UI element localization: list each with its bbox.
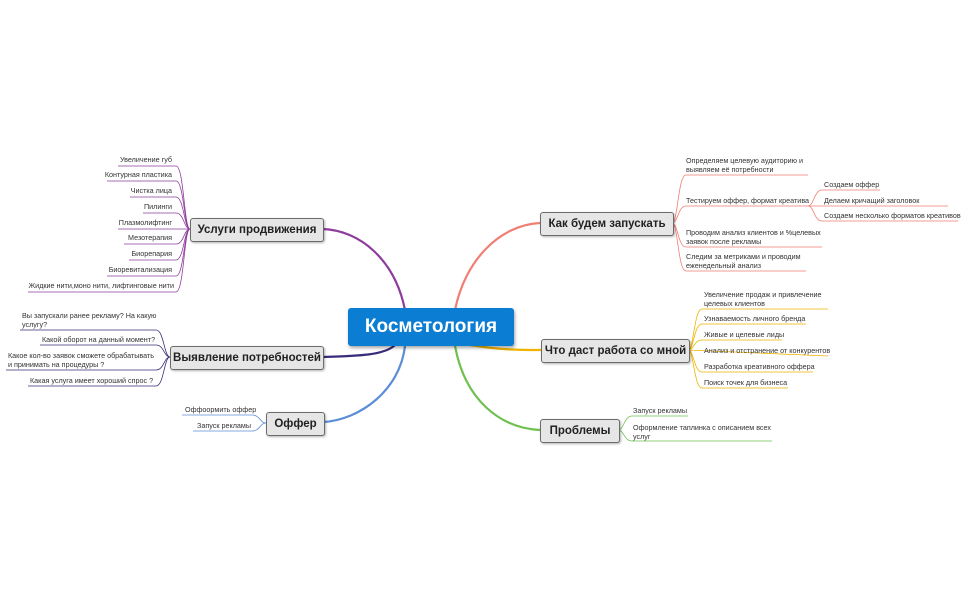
offer-item[interactable]: Запуск рекламы — [197, 421, 251, 430]
services-item[interactable]: Пилинги — [144, 202, 172, 211]
launch-item[interactable]: Тестируем оффер, формат креатива — [686, 196, 810, 205]
needs-item[interactable]: Какое кол-во заявок сможете обрабатывать и принимать на процедуры ? — [8, 351, 155, 369]
services-item[interactable]: Жидкие нити,моно нити, лифтинговые нити — [28, 281, 174, 290]
results-item[interactable]: Поиск точек для бизнеса — [704, 378, 788, 387]
needs-item[interactable]: Какая услуга имеет хороший спрос ? — [30, 376, 154, 385]
services-item[interactable]: Чистка лица — [130, 186, 172, 195]
needs-item[interactable]: Какой оборот на данный момент? — [42, 335, 156, 344]
results-item[interactable]: Анализ и отстранение от конкурентов — [704, 346, 831, 355]
launch-item[interactable]: Определяем целевую аудиторию и выявляем её потребности — [686, 156, 804, 174]
results-item[interactable]: Увеличение продаж и привлечение целевых клиентов — [704, 290, 822, 308]
launch-subitem[interactable]: Делаем кричащий заголовок — [824, 196, 920, 205]
launch-item[interactable]: Проводим анализ клиентов и %целевых заявок после рекламы — [686, 228, 821, 246]
branch-needs[interactable]: Выявление потребностей — [170, 346, 324, 370]
problems-item[interactable]: Запуск рекламы — [633, 406, 687, 415]
branch-launch[interactable]: Как будем запускать — [540, 212, 674, 236]
branch-offer[interactable]: Оффер — [266, 412, 325, 436]
offer-item[interactable]: Оффоормить оффер — [185, 405, 257, 414]
launch-subitem[interactable]: Создаем оффер — [824, 180, 880, 189]
needs-item[interactable]: Вы запускали ранее рекламу? На какую услугу? — [22, 311, 157, 329]
results-item[interactable]: Живые и целевые лиды — [704, 330, 785, 339]
launch-subitem[interactable]: Создаем несколько форматов креативов — [824, 211, 961, 220]
branch-problems[interactable]: Проблемы — [540, 419, 620, 443]
connector-launch — [455, 223, 540, 310]
connector-problems — [455, 346, 540, 430]
connector-services — [322, 229, 405, 310]
results-item[interactable]: Узнаваемость личного бренда — [704, 314, 806, 323]
services-item[interactable]: Контурная пластика — [104, 170, 172, 179]
connector-needs — [322, 345, 395, 357]
services-item[interactable]: Плазмолифтинг — [118, 218, 172, 227]
services-item[interactable]: Увеличение губ — [120, 155, 172, 164]
services-item[interactable]: Биоревитализация — [108, 265, 172, 274]
problems-item[interactable]: Оформление таплинка с описанием всех услуг — [633, 423, 771, 441]
branch-results[interactable]: Что даст работа со мной — [541, 339, 690, 363]
launch-item[interactable]: Следим за метриками и проводим еженедельный анализ — [686, 252, 801, 270]
services-item[interactable]: Мезотерапия — [128, 233, 172, 242]
services-item[interactable]: Биорепария — [131, 249, 172, 258]
root-topic[interactable]: Косметология — [348, 308, 514, 346]
branch-services[interactable]: Услуги продвижения — [190, 218, 324, 242]
results-item[interactable]: Разработка креативного оффера — [704, 362, 815, 371]
